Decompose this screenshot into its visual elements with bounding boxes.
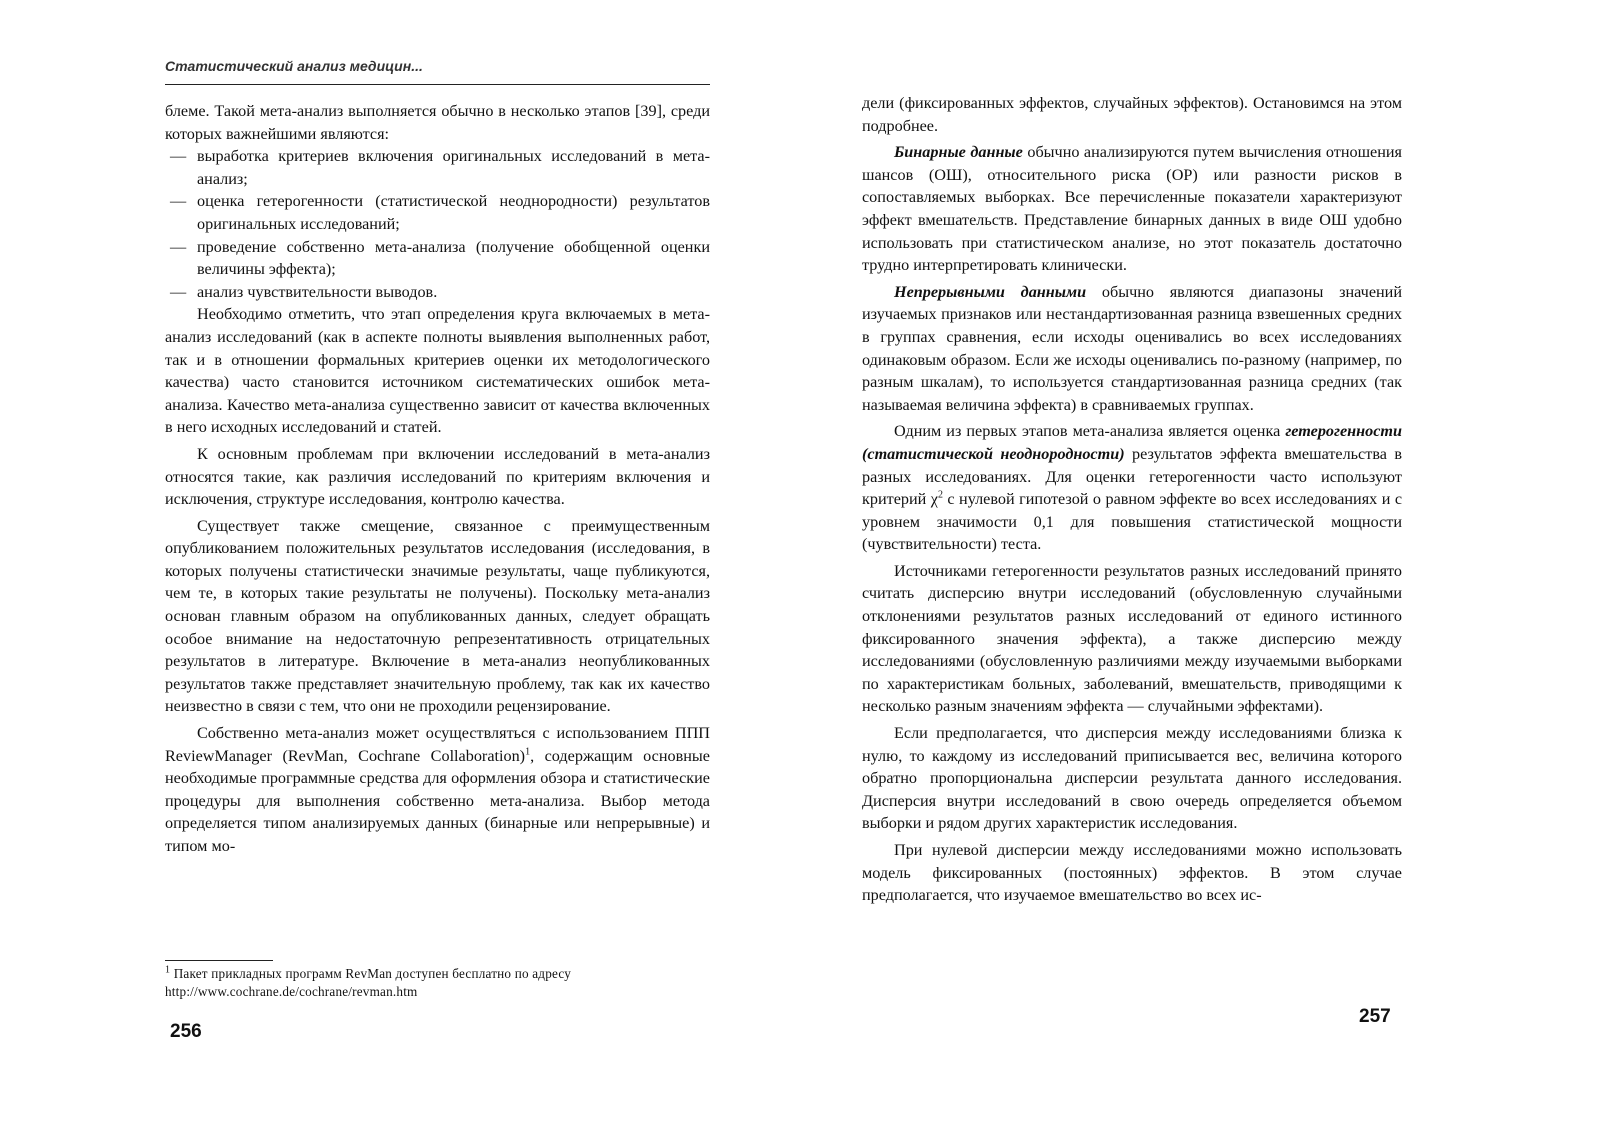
list-item: — анализ чувствительности выводов. — [165, 281, 710, 304]
term-continuous-data: Непрерывными данными — [894, 282, 1087, 301]
right-page-text — [862, 92, 1402, 907]
running-head: Статистический анализ медицин... — [165, 58, 423, 74]
paragraph — [862, 420, 1402, 556]
paragraph-text: обычно анализируются путем вычисления отношения шансов (ОШ), относительного риска (ОР) или разности рисков в сопоставляемых выборках. Все перечисленные показатели характеризуют эффект вмешательств. Представление бинарных данных в виде ОШ удобно использовать при статистическом анализе, но этот показатель достаточно трудно интерпретировать клинически. — [862, 143, 1403, 275]
paragraph-text: обычно являются диапазоны значений изучаемых признаков или нестандартизованная разница взвешенных средних в группах сравнения, если исходы оценивались во всех исследованиях одинаковым образом. Если же исходы оценивались по-разному (например, по разным шкалам), то используется стандартизованная разница средних (так называемая величина эффекта) в сравниваемых группах. — [862, 282, 1402, 414]
paragraph-text: с нулевой гипотезой о равном эффекте во всех исследованиях и с уровнем значимости 0,1 для повышения статистической мощности (чувствительности) теста. — [862, 490, 1403, 554]
paragraph — [862, 141, 1402, 277]
footnote-rule — [165, 960, 273, 961]
list-item: — оценка гетерогенности (статистической неоднородности) результатов оригинальных исследований; — [165, 190, 710, 235]
paragraph-text: Собственно мета-анализ может осуществляться с использованием ППП ReviewManager (RevMan, Cochrane Collaboration) — [165, 724, 710, 765]
page-number: 256 — [170, 1021, 202, 1042]
list-intro: блеме. Такой мета-анализ выполняется обычно в несколько этапов [39], среди которых важнейшими являются: — [165, 102, 710, 143]
term-heterogeneity: гетерогенности (статистической неоднородности) — [862, 422, 1403, 463]
paragraph: Если предполагается, что дисперсия между исследованиями близка к нулю, то каждому из исследований приписывается вес, величина которого обратно пропорциональна дисперсии результата данного исследования. Дисперсия внутри исследований в свою очередь определяется объемом выборки и рядом других характеристик исследования. — [862, 724, 1402, 833]
superscript: 2 — [937, 489, 943, 501]
footnote-marker: 1 — [525, 746, 531, 758]
paragraph: К основным проблемам при включении исследований в мета-анализ относятся такие, как различия исследований по критериям включения и исключения, структуре исследования, контролю качества. — [165, 444, 710, 509]
left-page-text — [165, 100, 710, 858]
page-number: 257 — [1359, 1006, 1391, 1027]
paragraph-text: , содержащим основные необходимые программные средства для оформления обзора и статистические процедуры для выполнения собственно мета-анализа. Выбор метода определяется типом анализируемых данных (бинарные или непрерывные) и типом мо- — [165, 746, 710, 855]
paragraph: При нулевой дисперсии между исследованиями можно использовать модель фиксированных (постоянных) эффектов. В этом случае предполагается, что изучаемое вмешательство во всех ис- — [862, 841, 1402, 905]
term-binary-data: Бинарные данные — [894, 143, 1023, 162]
paragraph: дели (фиксированных эффектов, случайных эффектов). Остановимся на этом подробнее. — [862, 94, 1402, 135]
list-item: — выработка критериев включения оригинальных исследований в мета-анализ; — [165, 145, 710, 190]
footnote-marker: 1 — [165, 964, 171, 976]
list-item: — проведение собственно мета-анализа (получение обобщенной оценки величины эффекта); — [165, 236, 710, 281]
paragraph: Источниками гетерогенности результатов разных исследований принято считать дисперсию внутри исследований (обусловленную случайными отклонениями результатов разных исследований от единого истинного фиксированного значения эффекта), а также дисперсию между исследованиями (обусловленную различиями между изучаемыми выборками по характеристикам больных, заболеваний, вмешательств, приводящими к несколько разным значениям эффекта — случайными эффектами). — [862, 561, 1402, 716]
paragraph: Существует также смещение, связанное с преимущественным опубликованием положительных результатов исследования (исследования, в которых получены статистически значимые результаты, чаще публикуются, чем те, в которых такие результаты не получены). Поскольку мета-анализ основан главным образом на опубликованных данных, следует обращать особое внимание на недостаточную репрезентативность отрицательных результатов в литературе. Включение в мета-анализ неопубликованных результатов также представляет значительную проблему, так как их качество неизвестно в связи с тем, что они не проходили рецензирование. — [165, 516, 710, 716]
header-rule — [165, 84, 710, 85]
steps-list — [165, 145, 710, 303]
footnote — [165, 965, 710, 1001]
footnote-text: Пакет прикладных программ RevMan доступен бесплатно по адресу http://www.cochrane.de/cochrane/revman.htm — [165, 966, 572, 999]
paragraph: Необходимо отметить, что этап определения круга включаемых в мета-анализ исследований (как в аспекте полноты выявления выполненных работ, так и в отношении формальных критериев оценки их методологического качества) часто становится источником систематических ошибок мета-анализа. Качество мета-анализа существенно зависит от качества включенных в него исходных исследований и статей. — [165, 305, 710, 437]
paragraph — [862, 281, 1402, 417]
paragraph-text: Одним из первых этапов мета-анализа является оценка — [894, 422, 1281, 441]
paragraph — [165, 722, 710, 858]
paragraph-text: результатов эффекта вмешательства в разных исследованиях. Для оценки гетерогенности часто используют критерий χ — [862, 444, 1403, 509]
